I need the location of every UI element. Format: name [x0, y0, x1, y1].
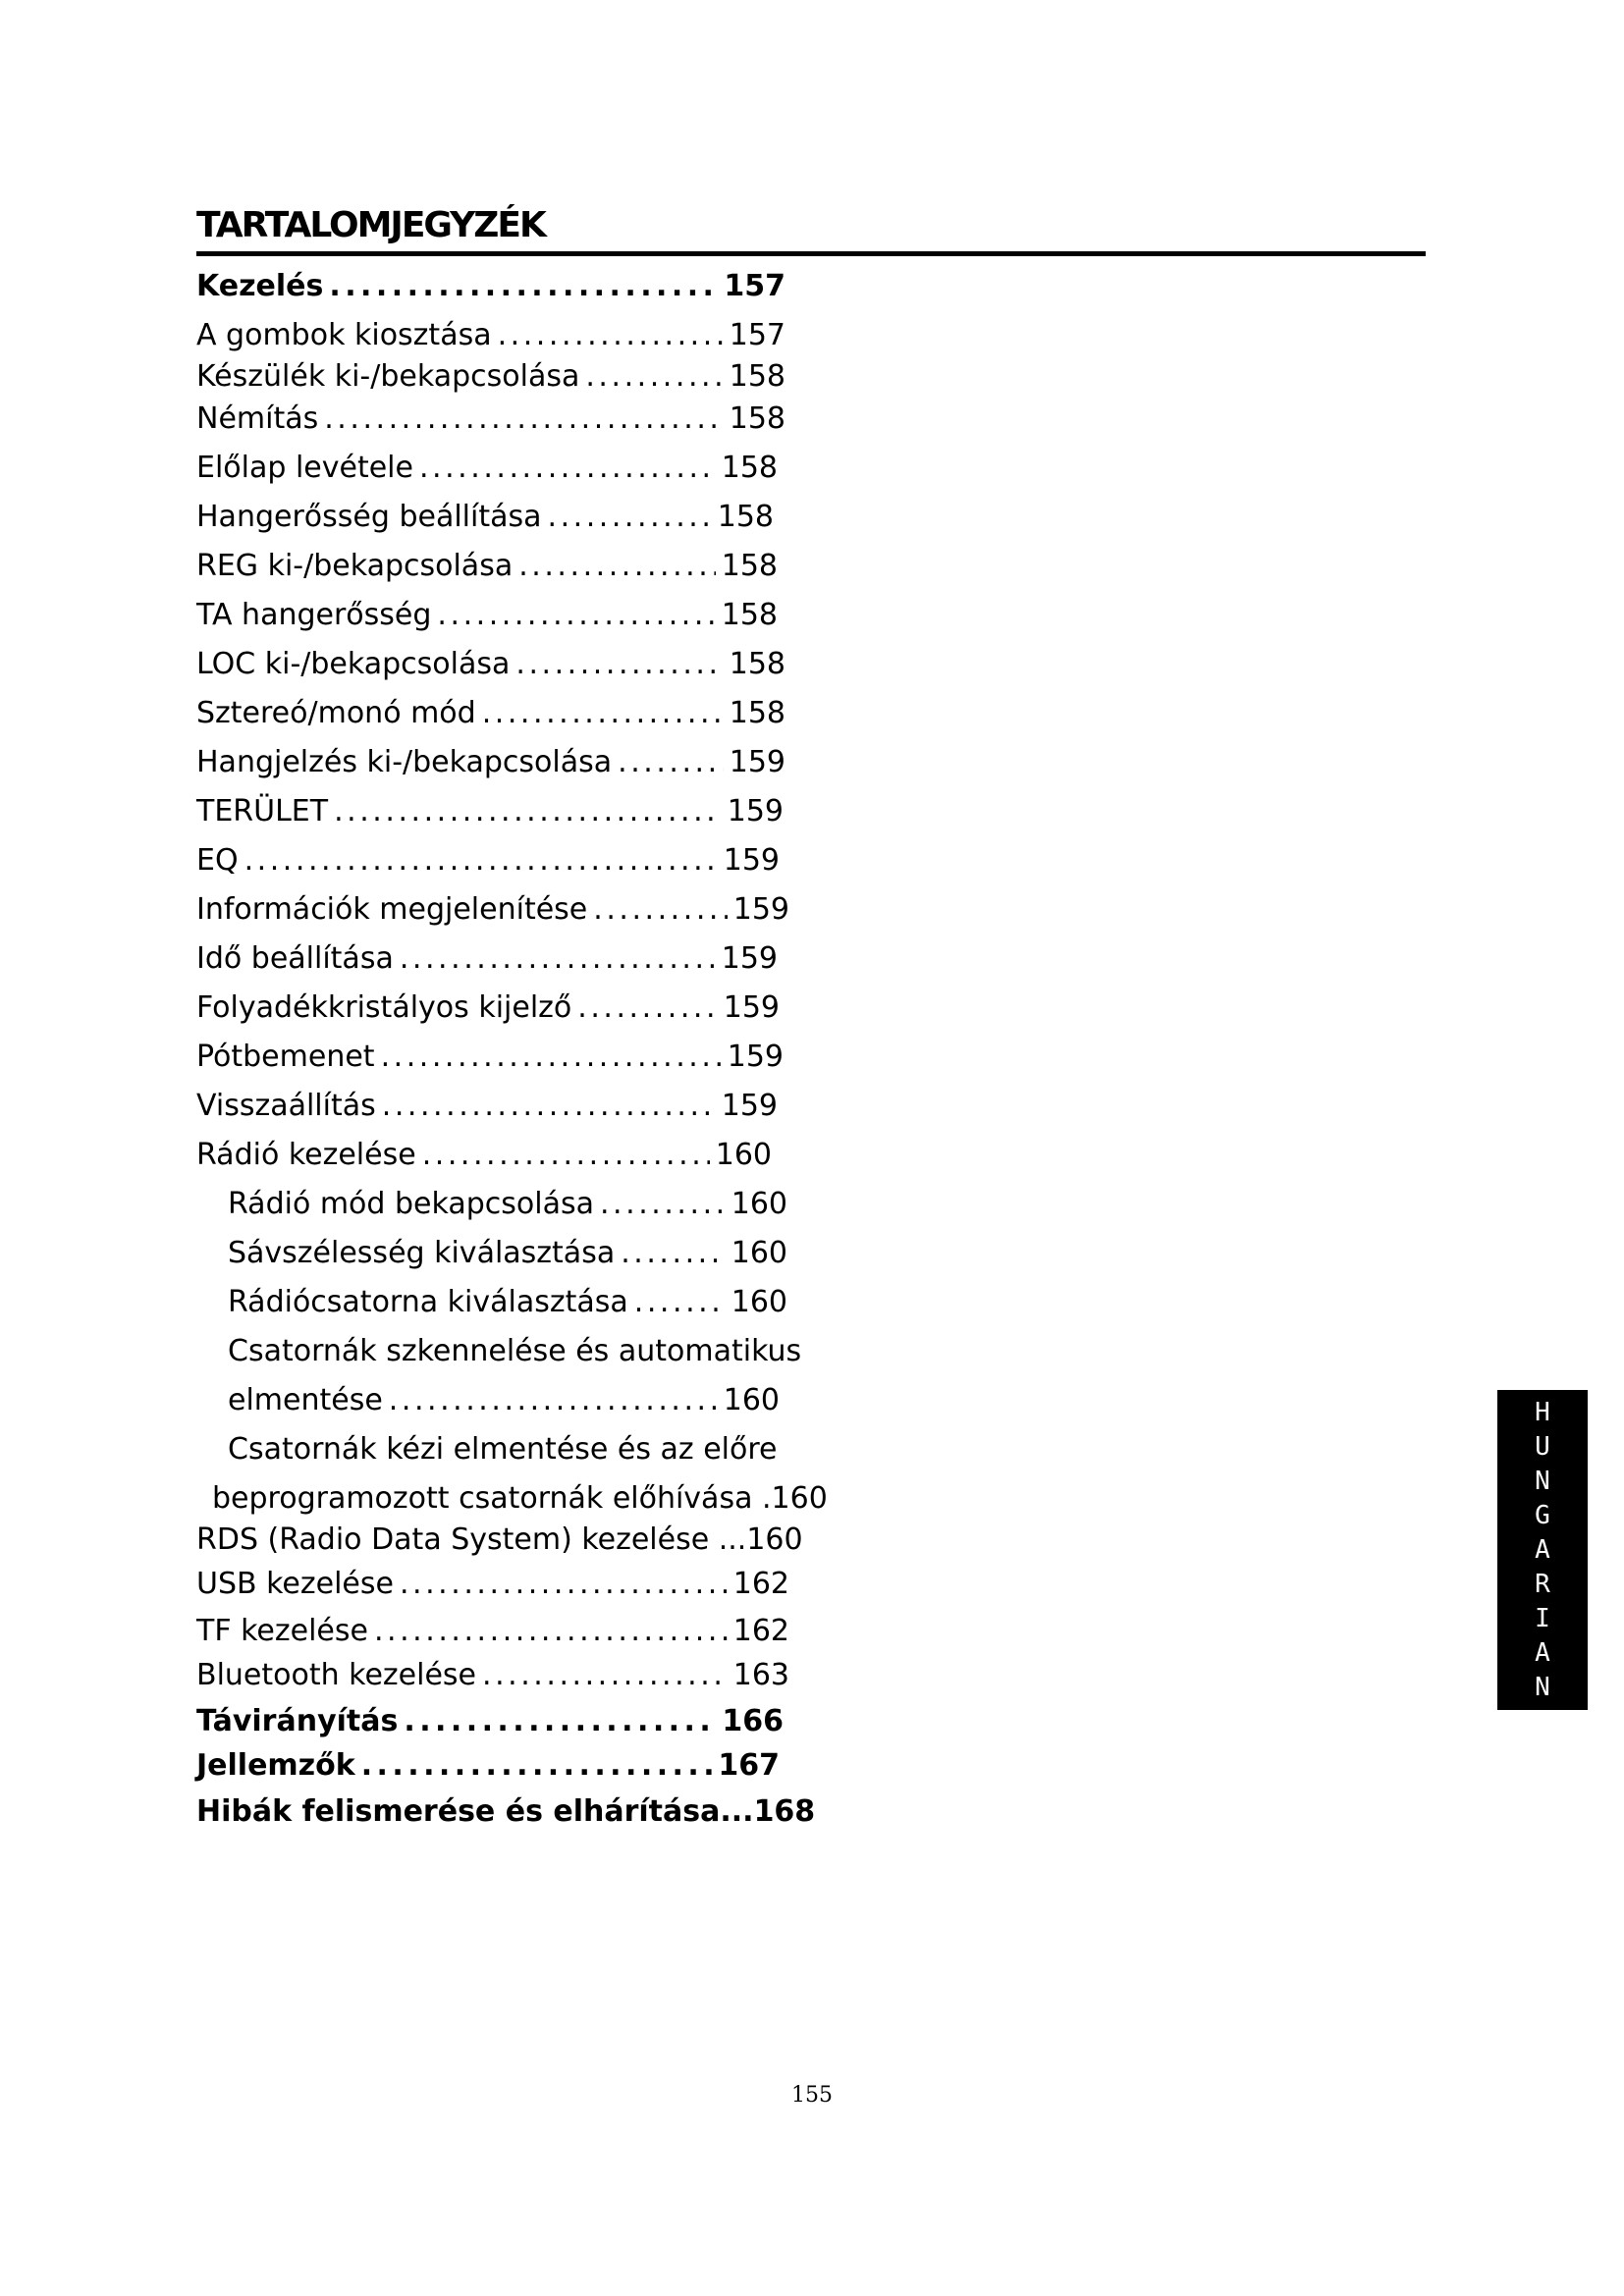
toc-entry-label: TA hangerősség: [196, 598, 432, 632]
toc-entry[interactable]: [196, 1608, 789, 1651]
toc-entry-label: Visszaállítás: [196, 1089, 376, 1123]
toc-entry-label: Készülék ki-/bekapcsolása: [196, 359, 580, 394]
toc-subentry[interactable]: [228, 1230, 787, 1273]
toc-leader-dots: [515, 645, 723, 684]
toc-leader-dots: [381, 1038, 722, 1077]
toc-entry-label: Rádió mód bekapcsolása: [228, 1187, 594, 1221]
toc-entry[interactable]: [196, 886, 789, 930]
toc-entry[interactable]: [196, 1561, 789, 1604]
toc-subentry[interactable]: [228, 1377, 780, 1420]
toc-leader-dots: [618, 743, 724, 782]
toc-leader-dots: [382, 1087, 716, 1126]
toc-entry[interactable]: [196, 739, 785, 782]
toc-entry-label: REG ki-/bekapcsolása: [196, 549, 514, 583]
toc-leader-dots: [400, 939, 716, 979]
language-tab-letter: U: [1535, 1431, 1550, 1462]
toc-entry[interactable]: [196, 445, 778, 488]
toc-entry-page: 160: [715, 1138, 772, 1172]
toc-entry-page: 158: [729, 696, 785, 730]
toc-leader-dots: [389, 1381, 718, 1420]
toc-entry-label: RDS (Radio Data System) kezelése ...: [196, 1522, 747, 1557]
toc-entry[interactable]: [196, 690, 785, 733]
toc-entry[interactable]: [196, 543, 778, 586]
toc-entry[interactable]: [196, 837, 780, 881]
toc-leader-dots: [548, 498, 712, 537]
toc-entry-label: beprogramozott csatornák előhívása .: [212, 1481, 772, 1516]
toc-entry-page: 159: [732, 892, 789, 927]
language-tab-letter: I: [1535, 1603, 1550, 1633]
toc-entry-label: Némítás: [196, 401, 319, 436]
toc-entry-page: 162: [732, 1567, 789, 1601]
toc-entry-label: Információk megjelenítése: [196, 892, 588, 927]
toc-subentry[interactable]: [228, 1181, 787, 1224]
toc-leader-dots: [482, 694, 724, 733]
toc-leader-dots: [422, 1136, 710, 1175]
toc-entry-page: 158: [721, 549, 778, 583]
toc-entry-page: 158: [729, 647, 785, 681]
toc-entry-page: 158: [729, 359, 785, 394]
language-tab-letter: A: [1535, 1637, 1550, 1668]
toc-entry[interactable]: [196, 788, 784, 831]
toc-entry[interactable]: [196, 641, 785, 684]
toc-entry-label: Pótbemenet: [196, 1040, 375, 1074]
toc-entry-label: TF kezelése: [196, 1614, 368, 1648]
toc-leader-dots: [577, 988, 717, 1028]
toc-entry-page: 160: [771, 1481, 828, 1516]
toc-subentry[interactable]: [228, 1426, 787, 1469]
toc-entry-label: TERÜLET: [196, 794, 329, 828]
toc-entry-label: Bluetooth kezelése: [196, 1658, 477, 1692]
toc-entry-page: 159: [721, 1089, 778, 1123]
toc-entry[interactable]: [196, 1742, 780, 1786]
toc-leader-dots: [361, 1746, 713, 1786]
toc-entry-page: 167: [718, 1748, 780, 1783]
toc-leader-dots: [593, 890, 727, 930]
toc-entry-page: 159: [727, 1040, 784, 1074]
toc-entry-label: Hangjelzés ki-/bekapcsolása: [196, 745, 613, 779]
toc-entry-label: Sztereó/monó mód: [196, 696, 476, 730]
language-tab-letter: R: [1535, 1569, 1550, 1599]
toc-entry[interactable]: [196, 935, 778, 979]
toc-entry-label: Csatornák kézi elmentése és az előre: [228, 1432, 778, 1467]
toc-entry-page: 163: [732, 1658, 789, 1692]
toc-leader-dots: [324, 400, 724, 439]
toc-leader-dots: [400, 1565, 728, 1604]
toc-entry-page: 160: [731, 1236, 787, 1270]
toc-leader-dots: [600, 1185, 726, 1224]
toc-subentry[interactable]: [228, 1279, 787, 1322]
toc-entry-page: 157: [729, 318, 785, 352]
toc-entry-page: 159: [721, 941, 778, 976]
toc-leader-dots: [518, 547, 716, 586]
toc-entry-page: 158: [717, 500, 774, 534]
toc-entry-label: USB kezelése: [196, 1567, 394, 1601]
toc-entry-page: 168: [753, 1794, 816, 1829]
toc-entry-page: 159: [723, 990, 780, 1025]
toc-entry-label: elmentése: [228, 1383, 383, 1417]
toc-leader-dots: [404, 1702, 716, 1741]
toc-leader-dots: [634, 1283, 726, 1322]
toc-leader-dots: [437, 596, 715, 635]
toc-leader-dots: [329, 267, 718, 306]
toc-entry[interactable]: [196, 494, 774, 537]
toc-subentry[interactable]: [228, 1328, 802, 1371]
toc-entry-label: Rádiócsatorna kiválasztása: [228, 1285, 628, 1319]
toc-entry[interactable]: [196, 353, 785, 397]
toc-entry-page: 158: [729, 401, 785, 436]
language-tab-letter: H: [1535, 1397, 1550, 1427]
toc-entry-page: 159: [723, 843, 780, 878]
page-title: TARTALOMJEGYZÉK: [196, 205, 545, 245]
toc-entry[interactable]: [196, 1652, 789, 1695]
toc-entry-label: Folyadékkristályos kijelző: [196, 990, 572, 1025]
toc-entry-label: Hangerősség beállítása: [196, 500, 542, 534]
language-tab-letter: N: [1535, 1672, 1550, 1702]
toc-entry-label: LOC ki-/bekapcsolása: [196, 647, 511, 681]
toc-entry[interactable]: [196, 1034, 784, 1077]
page-number: 155: [791, 2083, 833, 2108]
toc-entry-page: 160: [731, 1285, 787, 1319]
language-tab-letter: A: [1535, 1534, 1550, 1565]
toc-entry-page: 157: [724, 269, 785, 303]
language-tab: [1497, 1390, 1588, 1710]
toc-entry-label: Jellemzők: [196, 1748, 355, 1783]
toc-entry-label: Előlap levétele: [196, 451, 413, 485]
toc-entry-label: A gombok kiosztása: [196, 318, 492, 352]
toc-leader-dots: [374, 1612, 728, 1651]
toc-entry[interactable]: [196, 312, 785, 355]
toc-leader-dots: [621, 1234, 726, 1273]
toc-leader-dots: [498, 316, 724, 355]
toc-entry-page: 159: [727, 794, 784, 828]
toc-entry-page: 158: [721, 451, 778, 485]
toc-entry-label: Távirányítás: [196, 1704, 399, 1738]
toc-entry-page: 166: [722, 1704, 784, 1738]
toc-entry[interactable]: [196, 592, 778, 635]
language-tab-letter: N: [1535, 1466, 1550, 1496]
toc-entry-label: Idő beállítása: [196, 941, 394, 976]
toc-leader-dots: [334, 792, 722, 831]
toc-entry[interactable]: [196, 1789, 816, 1832]
toc-subentry[interactable]: [212, 1475, 828, 1519]
toc-leader-dots: [585, 357, 723, 397]
toc-entry[interactable]: [196, 263, 785, 306]
toc-entry-page: 158: [721, 598, 778, 632]
toc-entry-label: EQ: [196, 843, 239, 878]
toc-entry[interactable]: [196, 396, 785, 439]
toc-entry[interactable]: [196, 985, 780, 1028]
title-underline: [196, 251, 1426, 256]
toc-leader-dots: [482, 1656, 728, 1695]
toc-entry-label: Rádió kezelése: [196, 1138, 416, 1172]
toc-leader-dots: [419, 449, 716, 488]
toc-entry[interactable]: [196, 1517, 803, 1560]
toc-entry[interactable]: [196, 1083, 778, 1126]
toc-entry[interactable]: [196, 1132, 772, 1175]
language-tab-letter: G: [1535, 1500, 1550, 1530]
toc-entry-page: 160: [746, 1522, 803, 1557]
toc-entry-label: Sávszélesség kiválasztása: [228, 1236, 616, 1270]
toc-entry-page: 160: [723, 1383, 780, 1417]
toc-entry-label: Kezelés: [196, 269, 324, 303]
toc-entry-label: Csatornák szkennelése és automatikus: [228, 1334, 802, 1368]
toc-entry-page: 160: [731, 1187, 787, 1221]
toc-entry-page: 159: [729, 745, 785, 779]
toc-entry-label: Hibák felismerése és elhárítása...: [196, 1794, 754, 1829]
toc-leader-dots: [244, 841, 718, 881]
toc-entry-page: 162: [732, 1614, 789, 1648]
toc-entry[interactable]: [196, 1698, 784, 1741]
